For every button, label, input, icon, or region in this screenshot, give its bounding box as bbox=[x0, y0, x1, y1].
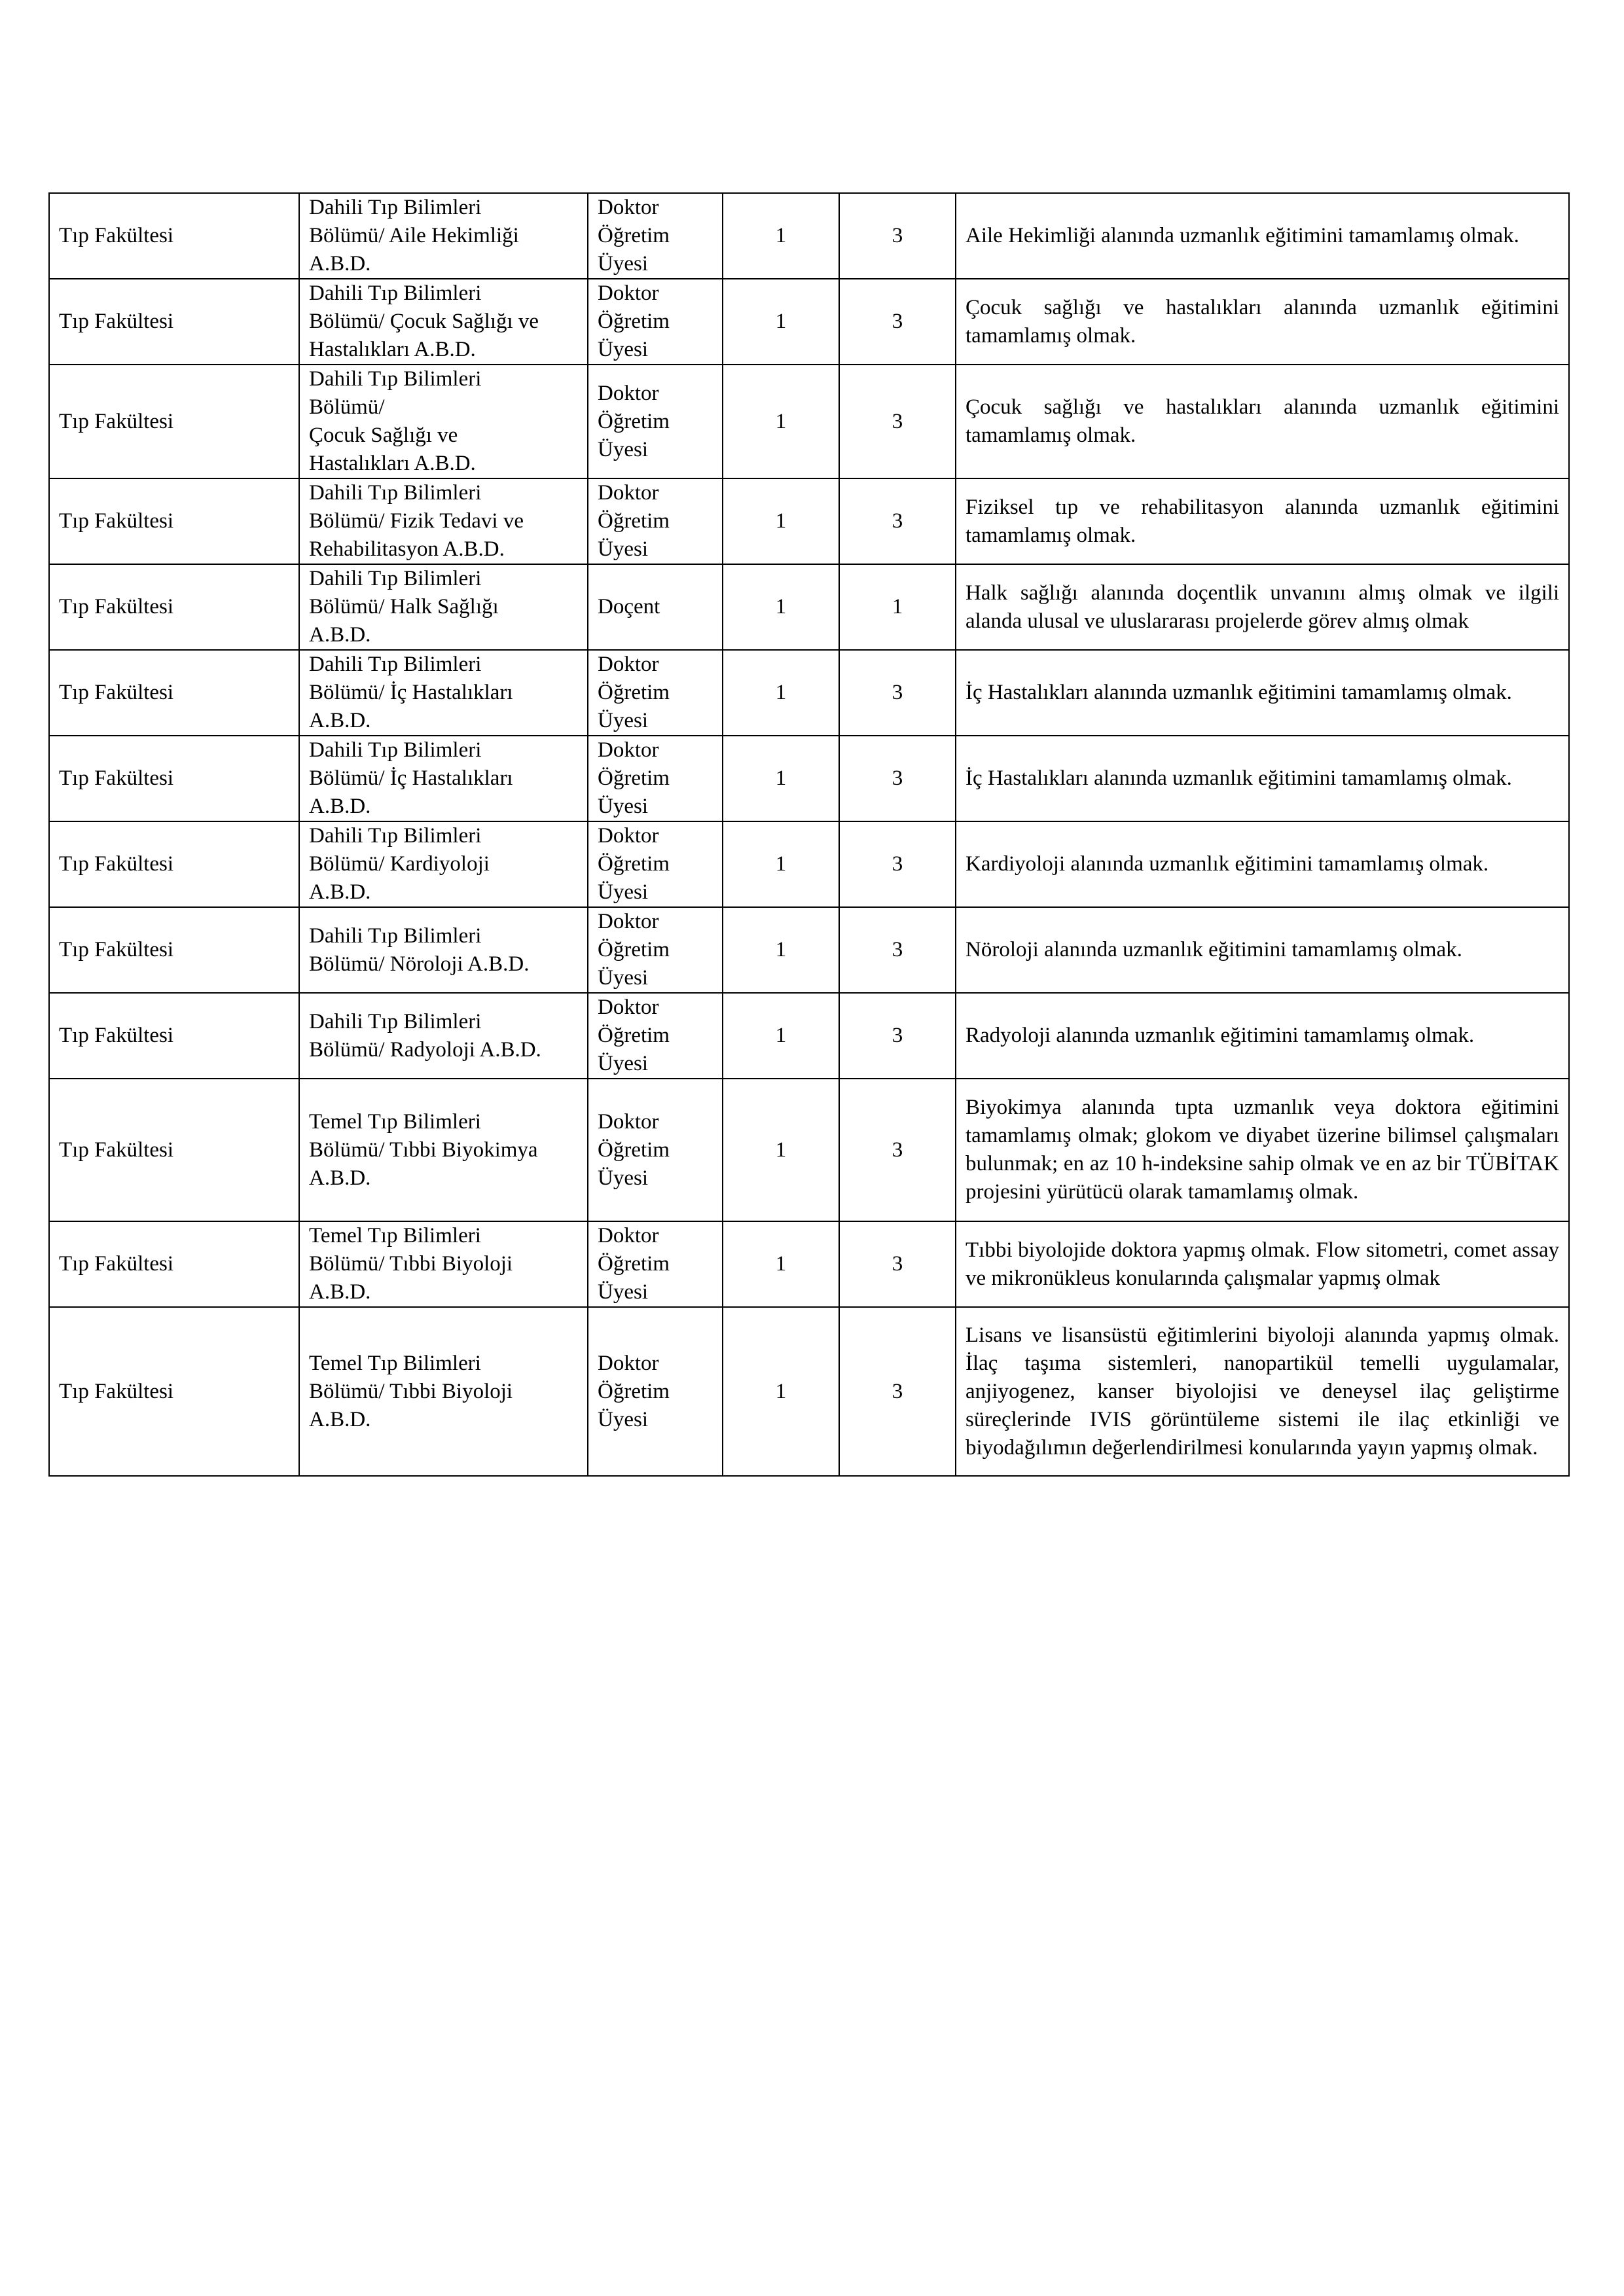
department-line: Bölümü/ Fizik Tedavi ve bbox=[309, 509, 524, 533]
table-row bbox=[49, 478, 1569, 564]
requirement-cell: Çocuk sağlığı ve hastalıkları alanında uzmanlık eğitimini tamamlamış olmak. bbox=[956, 279, 1569, 365]
requirement-cell: Biyokimya alanında tıpta uzmanlık veya doktora eğitimini tamamlamış olmak; glokom ve diyabet üzerine bilimsel çalışmaları bulunmak; en az 10 h-indeksine sahip olmak ve en az bir TÜBİTAK projesini yürütücü olarak tamamlamış olmak. bbox=[956, 1079, 1569, 1221]
title-line: Doktor bbox=[598, 1224, 659, 1247]
title-line: Doktor bbox=[598, 481, 659, 505]
table-row bbox=[49, 821, 1569, 907]
count-cell: 1 bbox=[723, 1079, 839, 1221]
point-cell: 3 bbox=[839, 279, 956, 365]
title-cell bbox=[588, 993, 723, 1079]
department-line: Bölümü/ Kardiyoloji bbox=[309, 852, 490, 876]
department-cell bbox=[299, 650, 588, 736]
title-line: Öğretim bbox=[598, 1379, 670, 1403]
department-cell bbox=[299, 193, 588, 279]
table-row bbox=[49, 564, 1569, 650]
table-row bbox=[49, 993, 1569, 1079]
point-cell: 3 bbox=[839, 365, 956, 478]
title-line: Öğretim bbox=[598, 681, 670, 704]
title-line: Doktor bbox=[598, 1351, 659, 1375]
title-line: Üyesi bbox=[598, 537, 648, 561]
department-line: Dahili Tıp Bilimleri bbox=[309, 481, 482, 505]
title-cell bbox=[588, 1307, 723, 1476]
count-cell: 1 bbox=[723, 1221, 839, 1307]
department-line: A.B.D. bbox=[309, 709, 371, 732]
title-line: Doktor bbox=[598, 281, 659, 305]
title-line: Üyesi bbox=[598, 437, 648, 461]
faculty-cell: Tıp Fakültesi bbox=[49, 478, 299, 564]
table-row bbox=[49, 279, 1569, 365]
title-cell bbox=[588, 650, 723, 736]
department-line: Bölümü/ Tıbbi Biyoloji bbox=[309, 1252, 513, 1276]
department-cell bbox=[299, 1079, 588, 1221]
point-cell: 3 bbox=[839, 478, 956, 564]
title-line: Doktor bbox=[598, 910, 659, 933]
department-line: Bölümü/ Çocuk Sağlığı ve bbox=[309, 310, 539, 333]
faculty-cell: Tıp Fakültesi bbox=[49, 193, 299, 279]
faculty-cell: Tıp Fakültesi bbox=[49, 650, 299, 736]
department-line: Dahili Tıp Bilimleri bbox=[309, 1009, 482, 1033]
title-line: Üyesi bbox=[598, 338, 648, 361]
point-cell: 3 bbox=[839, 993, 956, 1079]
department-line: Bölümü/ Tıbbi Biyokimya bbox=[309, 1138, 538, 1162]
department-line: Dahili Tıp Bilimleri bbox=[309, 924, 482, 948]
count-cell: 1 bbox=[723, 279, 839, 365]
department-line: A.B.D. bbox=[309, 1407, 371, 1431]
department-line: Bölümü/ Nöroloji A.B.D. bbox=[309, 952, 530, 976]
table-row bbox=[49, 193, 1569, 279]
title-line: Öğretim bbox=[598, 852, 670, 876]
faculty-cell: Tıp Fakültesi bbox=[49, 1079, 299, 1221]
department-line: Bölümü/ İç Hastalıkları bbox=[309, 681, 513, 704]
table-row bbox=[49, 1307, 1569, 1476]
count-cell: 1 bbox=[723, 821, 839, 907]
table-row bbox=[49, 907, 1569, 993]
title-line: Üyesi bbox=[598, 1280, 648, 1304]
department-line: Temel Tıp Bilimleri bbox=[309, 1351, 481, 1375]
department-line: A.B.D. bbox=[309, 623, 371, 647]
title-line: Öğretim bbox=[598, 766, 670, 790]
faculty-cell: Tıp Fakültesi bbox=[49, 564, 299, 650]
requirement-cell: Lisans ve lisansüstü eğitimlerini biyoloji alanında yapmış olmak. İlaç taşıma sistemleri, nanopartikül temelli uygulamalar, anjiyogenez, kanser biyolojisi ve deneysel ilaç geliştirme süreçlerinde IVIS görüntüleme sistemi ile ilaç etkinliği ve biyodağılımın değerlendirilmesi konularında yayın yapmış olmak. bbox=[956, 1307, 1569, 1476]
requirement-cell: Fiziksel tıp ve rehabilitasyon alanında uzmanlık eğitimini tamamlamış olmak. bbox=[956, 478, 1569, 564]
title-cell bbox=[588, 478, 723, 564]
title-cell bbox=[588, 279, 723, 365]
count-cell: 1 bbox=[723, 1307, 839, 1476]
faculty-cell: Tıp Fakültesi bbox=[49, 365, 299, 478]
title-line: Öğretim bbox=[598, 938, 670, 961]
title-line: Doktor bbox=[598, 824, 659, 848]
title-line: Üyesi bbox=[598, 709, 648, 732]
requirement-cell: Aile Hekimliği alanında uzmanlık eğitimini tamamlamış olmak. bbox=[956, 193, 1569, 279]
department-line: A.B.D. bbox=[309, 880, 371, 904]
title-line: Üyesi bbox=[598, 795, 648, 818]
department-cell bbox=[299, 478, 588, 564]
department-line: Dahili Tıp Bilimleri bbox=[309, 367, 482, 391]
point-cell: 3 bbox=[839, 736, 956, 821]
title-line: Öğretim bbox=[598, 1252, 670, 1276]
department-line: Hastalıkları A.B.D. bbox=[309, 452, 476, 475]
count-cell: 1 bbox=[723, 193, 839, 279]
department-line: Dahili Tıp Bilimleri bbox=[309, 281, 482, 305]
title-cell bbox=[588, 821, 723, 907]
requirement-cell: Çocuk sağlığı ve hastalıkları alanında uzmanlık eğitimini tamamlamış olmak. bbox=[956, 365, 1569, 478]
table-row bbox=[49, 1079, 1569, 1221]
count-cell: 1 bbox=[723, 365, 839, 478]
department-line: A.B.D. bbox=[309, 795, 371, 818]
count-cell: 1 bbox=[723, 736, 839, 821]
title-line: Üyesi bbox=[598, 880, 648, 904]
department-cell bbox=[299, 279, 588, 365]
title-cell bbox=[588, 736, 723, 821]
title-line: Öğretim bbox=[598, 509, 670, 533]
count-cell: 1 bbox=[723, 564, 839, 650]
point-cell: 3 bbox=[839, 193, 956, 279]
department-cell bbox=[299, 564, 588, 650]
department-line: Temel Tıp Bilimleri bbox=[309, 1224, 481, 1247]
table-row bbox=[49, 1221, 1569, 1307]
point-cell: 3 bbox=[839, 907, 956, 993]
title-line: Öğretim bbox=[598, 224, 670, 247]
title-cell bbox=[588, 365, 723, 478]
faculty-cell: Tıp Fakültesi bbox=[49, 279, 299, 365]
table-row bbox=[49, 650, 1569, 736]
requirement-cell: İç Hastalıkları alanında uzmanlık eğitimini tamamlamış olmak. bbox=[956, 736, 1569, 821]
department-line: A.B.D. bbox=[309, 1166, 371, 1190]
department-line: Bölümü/ Tıbbi Biyoloji bbox=[309, 1379, 513, 1403]
point-cell: 1 bbox=[839, 564, 956, 650]
faculty-cell: Tıp Fakültesi bbox=[49, 1221, 299, 1307]
faculty-cell: Tıp Fakültesi bbox=[49, 821, 299, 907]
point-cell: 3 bbox=[839, 650, 956, 736]
title-line: Üyesi bbox=[598, 1407, 648, 1431]
department-cell bbox=[299, 365, 588, 478]
point-cell: 3 bbox=[839, 1307, 956, 1476]
requirement-cell: Halk sağlığı alanında doçentlik unvanını almış olmak ve ilgili alanda ulusal ve uluslararası projelerde görev almış olmak bbox=[956, 564, 1569, 650]
department-line: Dahili Tıp Bilimleri bbox=[309, 196, 482, 219]
faculty-cell: Tıp Fakültesi bbox=[49, 736, 299, 821]
department-line: A.B.D. bbox=[309, 252, 371, 276]
requirement-cell: Nöroloji alanında uzmanlık eğitimini tamamlamış olmak. bbox=[956, 907, 1569, 993]
requirement-cell: İç Hastalıkları alanında uzmanlık eğitimini tamamlamış olmak. bbox=[956, 650, 1569, 736]
count-cell: 1 bbox=[723, 478, 839, 564]
faculty-cell: Tıp Fakültesi bbox=[49, 1307, 299, 1476]
department-cell bbox=[299, 1307, 588, 1476]
title-line: Doktor bbox=[598, 196, 659, 219]
title-line: Üyesi bbox=[598, 1052, 648, 1075]
point-cell: 3 bbox=[839, 821, 956, 907]
requirement-cell: Tıbbi biyolojide doktora yapmış olmak. Flow sitometri, comet assay ve mikronükleus konularında çalışmalar yapmış olmak bbox=[956, 1221, 1569, 1307]
department-line: Bölümü/ İç Hastalıkları bbox=[309, 766, 513, 790]
title-line: Öğretim bbox=[598, 310, 670, 333]
title-line: Üyesi bbox=[598, 252, 648, 276]
department-line: A.B.D. bbox=[309, 1280, 371, 1304]
department-line: Dahili Tıp Bilimleri bbox=[309, 653, 482, 676]
requirement-cell: Radyoloji alanında uzmanlık eğitimini tamamlamış olmak. bbox=[956, 993, 1569, 1079]
title-line: Doktor bbox=[598, 738, 659, 762]
title-cell bbox=[588, 907, 723, 993]
department-cell bbox=[299, 821, 588, 907]
faculty-cell: Tıp Fakültesi bbox=[49, 993, 299, 1079]
count-cell: 1 bbox=[723, 993, 839, 1079]
table-body bbox=[49, 193, 1569, 1476]
title-line: Üyesi bbox=[598, 1166, 648, 1190]
point-cell: 3 bbox=[839, 1221, 956, 1307]
positions-table bbox=[48, 192, 1570, 1477]
title-cell bbox=[588, 564, 723, 650]
title-line: Öğretim bbox=[598, 1138, 670, 1162]
department-line: Çocuk Sağlığı ve bbox=[309, 423, 458, 447]
title-line: Doktor bbox=[598, 1109, 659, 1134]
title-line: Öğretim bbox=[598, 409, 670, 433]
faculty-cell: Tıp Fakültesi bbox=[49, 907, 299, 993]
title-line: Doktor bbox=[598, 381, 659, 405]
title-line: Doktor bbox=[598, 996, 659, 1019]
department-line: Bölümü/ Aile Hekimliği bbox=[309, 224, 519, 247]
department-line: Dahili Tıp Bilimleri bbox=[309, 824, 482, 848]
title-line: Doçent bbox=[598, 595, 660, 619]
title-cell bbox=[588, 193, 723, 279]
department-line: Bölümü/ bbox=[309, 395, 385, 419]
department-line: Bölümü/ Halk Sağlığı bbox=[309, 595, 499, 619]
department-cell bbox=[299, 1221, 588, 1307]
department-line: Hastalıkları A.B.D. bbox=[309, 338, 476, 361]
title-line: Üyesi bbox=[598, 966, 648, 990]
table-row bbox=[49, 365, 1569, 478]
department-cell bbox=[299, 736, 588, 821]
department-line: Dahili Tıp Bilimleri bbox=[309, 738, 482, 762]
department-cell bbox=[299, 993, 588, 1079]
count-cell: 1 bbox=[723, 650, 839, 736]
department-line: Temel Tıp Bilimleri bbox=[309, 1109, 481, 1134]
point-cell: 3 bbox=[839, 1079, 956, 1221]
count-cell: 1 bbox=[723, 907, 839, 993]
title-line: Doktor bbox=[598, 653, 659, 676]
table-row bbox=[49, 736, 1569, 821]
title-cell bbox=[588, 1221, 723, 1307]
requirement-cell: Kardiyoloji alanında uzmanlık eğitimini tamamlamış olmak. bbox=[956, 821, 1569, 907]
department-cell bbox=[299, 907, 588, 993]
department-line: Bölümü/ Radyoloji A.B.D. bbox=[309, 1037, 541, 1062]
department-line: Dahili Tıp Bilimleri bbox=[309, 567, 482, 590]
department-line: Rehabilitasyon A.B.D. bbox=[309, 537, 505, 561]
title-cell bbox=[588, 1079, 723, 1221]
title-line: Öğretim bbox=[598, 1024, 670, 1047]
